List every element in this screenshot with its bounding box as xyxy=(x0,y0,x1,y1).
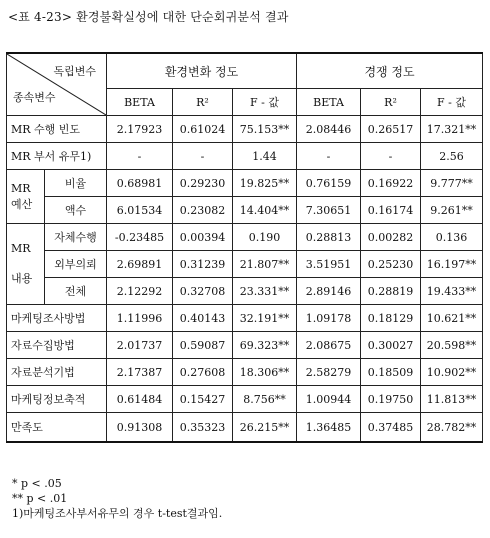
note-line: * p < .05 xyxy=(12,477,62,490)
cell-value: 14.404** xyxy=(233,197,297,224)
cell-value: 0.27608 xyxy=(173,359,233,386)
cell-value: 16.197** xyxy=(421,251,483,278)
col-header: F - 값 xyxy=(233,89,297,116)
cell-value: 0.30027 xyxy=(361,332,421,359)
cell-value: 2.01737 xyxy=(107,332,173,359)
cell-value: 1.00944 xyxy=(297,386,361,413)
note-line: ** p < .01 xyxy=(12,492,68,505)
group-label-line: 내용 xyxy=(11,272,33,285)
group-label-line: MR xyxy=(11,242,31,255)
cell-value: 17.321** xyxy=(421,116,483,143)
cell-value: 0.16174 xyxy=(361,197,421,224)
cell-value: 3.51951 xyxy=(297,251,361,278)
group-label-mr-budget xyxy=(7,170,45,224)
cell-value: 0.28813 xyxy=(297,224,361,251)
regression-table xyxy=(6,52,483,443)
cell-value: 75.153** xyxy=(233,116,297,143)
group-label-line: MR xyxy=(11,181,31,195)
cell-value: 0.18509 xyxy=(361,359,421,386)
cell-value: 0.32708 xyxy=(173,278,233,305)
table-row xyxy=(7,413,483,443)
cell-value: - xyxy=(297,143,361,170)
cell-value: 1.36485 xyxy=(297,413,361,443)
independent-variable-label: 독립변수 xyxy=(53,65,96,78)
cell-value: 0.00394 xyxy=(173,224,233,251)
table-row xyxy=(7,332,483,359)
cell-value: 19.825** xyxy=(233,170,297,197)
table-row xyxy=(7,143,483,170)
cell-value: 0.31239 xyxy=(173,251,233,278)
cell-value: 10.621** xyxy=(421,305,483,332)
cell-value: 8.756** xyxy=(233,386,297,413)
cell-value: - xyxy=(107,143,173,170)
row-label: MR 부서 유무1) xyxy=(7,143,107,170)
cell-value: 9.777** xyxy=(421,170,483,197)
cell-value: 2.17923 xyxy=(107,116,173,143)
cell-value: 0.28819 xyxy=(361,278,421,305)
note-line: 1)마케팅조사부서유무의 경우 t-test결과임. xyxy=(12,507,223,520)
cell-value: 0.25230 xyxy=(361,251,421,278)
cell-value: 23.331** xyxy=(233,278,297,305)
row-label: 전체 xyxy=(45,278,107,305)
table-caption: <표 4-23> 환경불확실성에 대한 단순회귀분석 결과 xyxy=(8,10,289,24)
row-label: 액수 xyxy=(45,197,107,224)
cell-value: 7.30651 xyxy=(297,197,361,224)
cell-value: 0.61024 xyxy=(173,116,233,143)
dependent-variable-label: 종속변수 xyxy=(13,91,56,104)
row-label: 자료분석기법 xyxy=(7,359,107,386)
cell-value: 26.215** xyxy=(233,413,297,443)
row-label: 비율 xyxy=(45,170,107,197)
row-label: 자체수행 xyxy=(45,224,107,251)
cell-value: 0.19750 xyxy=(361,386,421,413)
table-row xyxy=(7,359,483,386)
cell-value: 9.261** xyxy=(421,197,483,224)
cell-value: 2.12292 xyxy=(107,278,173,305)
cell-value: 0.136 xyxy=(421,224,483,251)
cell-value: 2.08446 xyxy=(297,116,361,143)
cell-value: - xyxy=(173,143,233,170)
cell-value: 0.18129 xyxy=(361,305,421,332)
cell-value: 0.26517 xyxy=(361,116,421,143)
cell-value: 11.813** xyxy=(421,386,483,413)
cell-value: 21.807** xyxy=(233,251,297,278)
row-label: 자료수집방법 xyxy=(7,332,107,359)
cell-value: 0.37485 xyxy=(361,413,421,443)
cell-value: 1.44 xyxy=(233,143,297,170)
table-row xyxy=(7,197,483,224)
row-label: MR 수행 빈도 xyxy=(7,116,107,143)
table-row xyxy=(7,170,483,197)
cell-value: 0.68981 xyxy=(107,170,173,197)
cell-value: 19.433** xyxy=(421,278,483,305)
cell-value: 0.29230 xyxy=(173,170,233,197)
cell-value: -0.23485 xyxy=(107,224,173,251)
cell-value: 2.89146 xyxy=(297,278,361,305)
header-corner-cell xyxy=(7,53,107,116)
cell-value: 0.76159 xyxy=(297,170,361,197)
group-label-line: 예산 xyxy=(11,197,33,211)
table-row xyxy=(7,251,483,278)
cell-value: 1.09178 xyxy=(297,305,361,332)
cell-value: 6.01534 xyxy=(107,197,173,224)
cell-value: 0.190 xyxy=(233,224,297,251)
cell-value: 0.23082 xyxy=(173,197,233,224)
cell-value: 0.61484 xyxy=(107,386,173,413)
cell-value: 28.782** xyxy=(421,413,483,443)
col-header: BETA xyxy=(107,89,173,116)
table-row xyxy=(7,386,483,413)
table-row xyxy=(7,116,483,143)
col-header: R² xyxy=(173,89,233,116)
row-label: 마케팅정보축적 xyxy=(7,386,107,413)
cell-value: 0.40143 xyxy=(173,305,233,332)
cell-value: 2.58279 xyxy=(297,359,361,386)
cell-value: 0.59087 xyxy=(173,332,233,359)
group-header-env-change: 환경변화 정도 xyxy=(107,53,297,89)
table-row xyxy=(7,278,483,305)
row-label: 외부의뢰 xyxy=(45,251,107,278)
cell-value: 2.08675 xyxy=(297,332,361,359)
cell-value: 0.16922 xyxy=(361,170,421,197)
cell-value: 2.69891 xyxy=(107,251,173,278)
cell-value: 32.191** xyxy=(233,305,297,332)
group-label-mr-content xyxy=(7,224,45,305)
cell-value: 1.11996 xyxy=(107,305,173,332)
table-row xyxy=(7,305,483,332)
row-label: 만족도 xyxy=(7,413,107,443)
table-notes xyxy=(12,476,222,521)
row-label: 마케팅조사방법 xyxy=(7,305,107,332)
cell-value: - xyxy=(361,143,421,170)
cell-value: 0.00282 xyxy=(361,224,421,251)
cell-value: 20.598** xyxy=(421,332,483,359)
group-header-competition: 경쟁 정도 xyxy=(297,53,483,89)
cell-value: 0.35323 xyxy=(173,413,233,443)
cell-value: 69.323** xyxy=(233,332,297,359)
cell-value: 2.56 xyxy=(421,143,483,170)
col-header: R² xyxy=(361,89,421,116)
cell-value: 18.306** xyxy=(233,359,297,386)
cell-value: 2.17387 xyxy=(107,359,173,386)
table-row xyxy=(7,224,483,251)
cell-value: 0.91308 xyxy=(107,413,173,443)
col-header: F - 값 xyxy=(421,89,483,116)
cell-value: 10.902** xyxy=(421,359,483,386)
cell-value: 0.15427 xyxy=(173,386,233,413)
col-header: BETA xyxy=(297,89,361,116)
